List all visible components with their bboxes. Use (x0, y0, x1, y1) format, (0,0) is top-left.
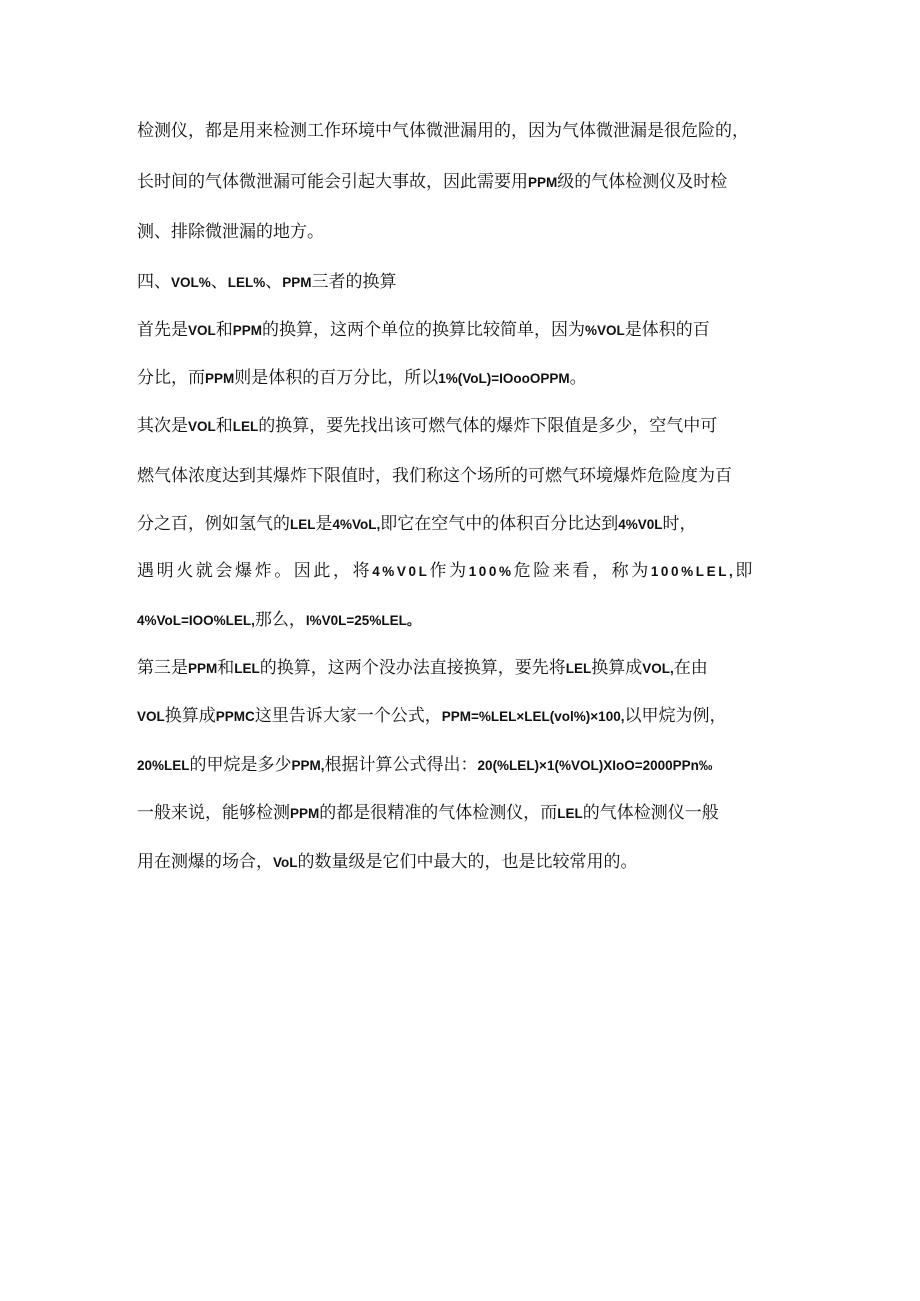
text-line (137, 514, 697, 535)
text-segment: 三者的换算 (311, 272, 397, 292)
text-segment: 燃气体浓度达到其爆炸下限值时，我们称这个场所的可燃气环境爆炸危险度为百 (137, 466, 732, 486)
bold-term: LEL (234, 661, 260, 676)
bold-term: 4%VoL, (332, 517, 381, 532)
bold-term: VOL (137, 709, 165, 724)
text-segment: 其次是 (137, 416, 188, 436)
bold-term: 100% (468, 564, 514, 579)
text-segment: 的换算，这两个单位的换算比较简单，因为 (262, 320, 586, 340)
text-segment: 首先是 (137, 320, 188, 340)
text-segment: 这里告诉大家一个公式， (254, 706, 442, 726)
bold-term: PPMC (215, 709, 255, 724)
text-line (137, 172, 727, 193)
text-segment: 和 (217, 658, 235, 678)
bold-term: 100%LEL, (650, 564, 736, 579)
text-line (137, 121, 749, 141)
text-line (137, 416, 717, 437)
text-segment: 即 (735, 561, 756, 581)
bold-term: VOL (188, 323, 216, 338)
text-line (137, 658, 708, 679)
text-segment: 用在测爆的场合， (137, 852, 273, 872)
bold-term: 4%V0L (618, 517, 663, 532)
bold-term: 1%(VoL)=IOooOPPM (438, 371, 570, 386)
text-segment: 长时间的气体微泄漏可能会引起大事故，因此需要用 (137, 172, 528, 192)
text-line (137, 222, 324, 242)
text-segment: 则是体积的百万分比，所以 (234, 368, 439, 388)
bold-term: LEL (557, 806, 583, 821)
text-segment: 检测仪，都是用来检测工作环境中气体微泄漏用的，因为气体微泄漏是很危险的， (137, 121, 749, 141)
text-segment: 作为 (429, 561, 469, 581)
text-segment: 的都是很精准的气体检测仪，而 (319, 803, 558, 823)
bold-term: 20%LEL (137, 758, 190, 773)
text-segment: 和 (215, 416, 233, 436)
bold-term: VOL, (642, 661, 674, 676)
text-line (137, 272, 397, 293)
bold-term: VOL (188, 419, 216, 434)
text-segment: 的换算，要先找出该可燃气体的爆炸下限值是多少，空气中可 (258, 416, 718, 436)
text-segment: 换算成 (591, 658, 643, 678)
text-segment: 四、 (137, 272, 171, 292)
bold-term: 4%V0L (372, 564, 430, 579)
bold-term: VoL (273, 855, 298, 870)
text-segment: 即它在空气中的体积百分比达到 (380, 514, 619, 534)
bold-term: PPM, (291, 758, 325, 773)
text-segment: 第三是 (137, 658, 188, 678)
text-segment: 、 (265, 272, 283, 292)
text-segment: 时， (662, 514, 697, 534)
bold-term: LEL% (227, 275, 266, 290)
bold-term: 4%VoL=IOO%LEL, (137, 613, 255, 628)
text-segment: 遇明火就会爆炸。因此，将 (137, 561, 373, 581)
text-line (137, 610, 420, 631)
text-segment: 分之百，例如氢气的 (137, 514, 290, 534)
text-segment: 危险来看，称为 (513, 561, 651, 581)
bold-term: PPM (282, 275, 312, 290)
bold-term: %VOL (585, 323, 625, 338)
text-segment: 、 (210, 272, 228, 292)
bold-term: 20(%LEL)×1(%VOL)XIoO=2000PPn‰ (477, 758, 713, 773)
text-segment: 测、排除微泄漏的地方。 (137, 222, 324, 242)
bold-term: LEL (232, 419, 259, 434)
bold-term: PPM (232, 323, 263, 338)
text-segment: 的甲烷是多少 (189, 755, 292, 775)
text-segment: 那么， (254, 610, 306, 630)
text-line (137, 706, 726, 727)
text-line (137, 466, 732, 486)
text-segment: 的数量级是它们中最大的，也是比较常用的。 (297, 852, 638, 872)
text-line (137, 755, 712, 776)
text-segment: 分比，而 (137, 368, 205, 388)
bold-term: PPM (205, 371, 235, 386)
text-segment: 一般来说，能够检测 (137, 803, 290, 823)
bold-term: PPM (188, 661, 218, 676)
text-line (137, 852, 638, 873)
bold-term: PPM=%LEL×LEL(vol%)×100, (441, 709, 625, 724)
text-segment: 级的气体检测仪及时检 (557, 172, 728, 192)
text-segment: 以甲烷为例， (624, 706, 727, 726)
text-segment: 的气体检测仪一般 (582, 803, 719, 823)
bold-term: LEL (565, 661, 592, 676)
text-segment: 是体积的百 (624, 320, 710, 340)
bold-term: I%V0L=25%LEL。 (305, 613, 421, 628)
text-segment: 根据计算公式得出： (324, 755, 478, 775)
bold-term: LEL (290, 517, 316, 532)
text-line (137, 368, 587, 389)
bold-term: VOL% (171, 275, 211, 290)
text-line (137, 320, 710, 341)
text-segment: 在由 (673, 658, 708, 678)
text-segment: 。 (569, 368, 587, 388)
text-line (137, 561, 755, 582)
text-segment: 换算成 (164, 706, 216, 726)
bold-term: PPM (528, 175, 558, 190)
text-segment: 是 (315, 514, 333, 534)
text-line (137, 803, 719, 824)
bold-term: PPM (290, 806, 320, 821)
text-segment: 和 (215, 320, 233, 340)
text-segment: 的换算，这两个没办法直接换算，要先将 (259, 658, 566, 678)
